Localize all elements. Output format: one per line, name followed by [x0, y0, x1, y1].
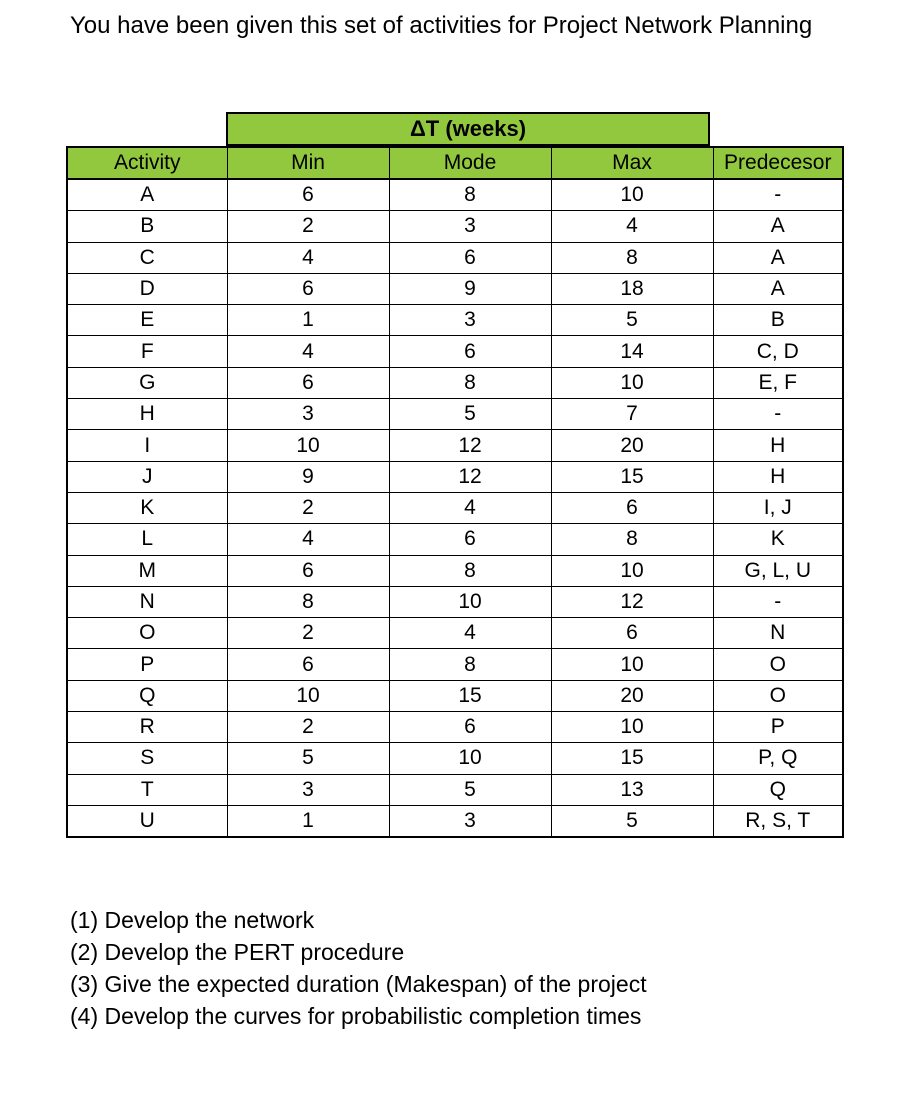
activity-cell: G [67, 367, 227, 398]
max-cell: 10 [551, 179, 713, 211]
max-cell: 13 [551, 774, 713, 805]
mode-column-header: Mode [389, 147, 551, 179]
mode-cell: 5 [389, 399, 551, 430]
activity-cell: J [67, 461, 227, 492]
table-row [67, 367, 843, 398]
min-cell: 4 [227, 336, 389, 367]
predecessor-cell: K [713, 524, 843, 555]
table-row [67, 492, 843, 523]
mode-cell: 3 [389, 211, 551, 242]
activity-cell: O [67, 618, 227, 649]
min-cell: 8 [227, 586, 389, 617]
max-cell: 10 [551, 649, 713, 680]
predecessor-cell: P [713, 712, 843, 743]
activity-cell: H [67, 399, 227, 430]
min-cell: 6 [227, 367, 389, 398]
max-cell: 12 [551, 586, 713, 617]
min-cell: 6 [227, 649, 389, 680]
table-row [67, 680, 843, 711]
max-cell: 10 [551, 367, 713, 398]
predecessor-cell: C, D [713, 336, 843, 367]
table-row [67, 336, 843, 367]
predecessor-column-header: Predecesor [713, 147, 843, 179]
table-row [67, 461, 843, 492]
mode-cell: 12 [389, 430, 551, 461]
mode-cell: 4 [389, 492, 551, 523]
table-row [67, 430, 843, 461]
predecessor-cell: G, L, U [713, 555, 843, 586]
min-cell: 4 [227, 524, 389, 555]
task-item: (4) Develop the curves for probabilistic completion times [70, 1003, 642, 1029]
min-cell: 2 [227, 618, 389, 649]
table-row [67, 743, 843, 774]
page-title: You have been given this set of activities for Project Network Planning [70, 12, 813, 39]
mode-cell: 15 [389, 680, 551, 711]
mode-cell: 6 [389, 524, 551, 555]
table-row [67, 774, 843, 805]
activity-cell: B [67, 211, 227, 242]
mode-cell: 12 [389, 461, 551, 492]
table-header-row [67, 147, 843, 179]
min-cell: 3 [227, 774, 389, 805]
min-column-header: Min [227, 147, 389, 179]
predecessor-cell: B [713, 305, 843, 336]
max-cell: 8 [551, 242, 713, 273]
min-cell: 1 [227, 805, 389, 837]
activity-column-header: Activity [67, 147, 227, 179]
min-cell: 2 [227, 492, 389, 523]
activity-table [66, 146, 844, 838]
table-row [67, 586, 843, 617]
mode-cell: 3 [389, 305, 551, 336]
mode-cell: 8 [389, 649, 551, 680]
activity-cell: K [67, 492, 227, 523]
min-cell: 2 [227, 211, 389, 242]
table-row [67, 242, 843, 273]
predecessor-cell: R, S, T [713, 805, 843, 837]
table-row [67, 712, 843, 743]
activity-cell: E [67, 305, 227, 336]
max-cell: 6 [551, 492, 713, 523]
max-cell: 5 [551, 305, 713, 336]
min-cell: 3 [227, 399, 389, 430]
activity-cell: T [67, 774, 227, 805]
mode-cell: 4 [389, 618, 551, 649]
table-row [67, 618, 843, 649]
max-cell: 18 [551, 273, 713, 304]
table-row [67, 524, 843, 555]
min-cell: 6 [227, 555, 389, 586]
delta-t-group-header: ΔT (weeks) [226, 112, 710, 146]
mode-cell: 6 [389, 712, 551, 743]
activity-cell: S [67, 743, 227, 774]
activity-cell: Q [67, 680, 227, 711]
max-cell: 14 [551, 336, 713, 367]
min-cell: 6 [227, 179, 389, 211]
task-item: (1) Develop the network [70, 907, 315, 933]
activity-cell: D [67, 273, 227, 304]
table-row [67, 305, 843, 336]
predecessor-cell: N [713, 618, 843, 649]
min-cell: 10 [227, 680, 389, 711]
max-column-header: Max [551, 147, 713, 179]
mode-cell: 3 [389, 805, 551, 837]
mode-cell: 6 [389, 242, 551, 273]
table-row [67, 273, 843, 304]
task-item: (2) Develop the PERT procedure [70, 939, 405, 965]
min-cell: 9 [227, 461, 389, 492]
task-list [70, 904, 647, 1032]
max-cell: 7 [551, 399, 713, 430]
predecessor-cell: O [713, 680, 843, 711]
predecessor-cell: O [713, 649, 843, 680]
activity-cell: L [67, 524, 227, 555]
min-cell: 2 [227, 712, 389, 743]
max-cell: 6 [551, 618, 713, 649]
mode-cell: 10 [389, 743, 551, 774]
min-cell: 4 [227, 242, 389, 273]
table-row [67, 179, 843, 211]
predecessor-cell: - [713, 586, 843, 617]
max-cell: 20 [551, 680, 713, 711]
predecessor-cell: A [713, 242, 843, 273]
activity-cell: U [67, 805, 227, 837]
activity-cell: R [67, 712, 227, 743]
activity-cell: A [67, 179, 227, 211]
mode-cell: 6 [389, 336, 551, 367]
mode-cell: 8 [389, 179, 551, 211]
max-cell: 10 [551, 712, 713, 743]
min-cell: 10 [227, 430, 389, 461]
table-row [67, 399, 843, 430]
activity-cell: I [67, 430, 227, 461]
task-item: (3) Give the expected duration (Makespan) of the project [70, 971, 647, 997]
activity-cell: C [67, 242, 227, 273]
max-cell: 4 [551, 211, 713, 242]
mode-cell: 8 [389, 367, 551, 398]
predecessor-cell: P, Q [713, 743, 843, 774]
activity-cell: M [67, 555, 227, 586]
predecessor-cell: H [713, 430, 843, 461]
table-row [67, 211, 843, 242]
mode-cell: 10 [389, 586, 551, 617]
table-row [67, 555, 843, 586]
table-row [67, 805, 843, 837]
predecessor-cell: I, J [713, 492, 843, 523]
max-cell: 10 [551, 555, 713, 586]
activity-cell: P [67, 649, 227, 680]
mode-cell: 5 [389, 774, 551, 805]
predecessor-cell: - [713, 179, 843, 211]
max-cell: 8 [551, 524, 713, 555]
max-cell: 15 [551, 743, 713, 774]
min-cell: 6 [227, 273, 389, 304]
predecessor-cell: E, F [713, 367, 843, 398]
activity-cell: N [67, 586, 227, 617]
mode-cell: 8 [389, 555, 551, 586]
predecessor-cell: - [713, 399, 843, 430]
predecessor-cell: H [713, 461, 843, 492]
table-row [67, 649, 843, 680]
min-cell: 5 [227, 743, 389, 774]
mode-cell: 9 [389, 273, 551, 304]
max-cell: 20 [551, 430, 713, 461]
min-cell: 1 [227, 305, 389, 336]
max-cell: 5 [551, 805, 713, 837]
predecessor-cell: Q [713, 774, 843, 805]
activity-cell: F [67, 336, 227, 367]
max-cell: 15 [551, 461, 713, 492]
predecessor-cell: A [713, 211, 843, 242]
predecessor-cell: A [713, 273, 843, 304]
